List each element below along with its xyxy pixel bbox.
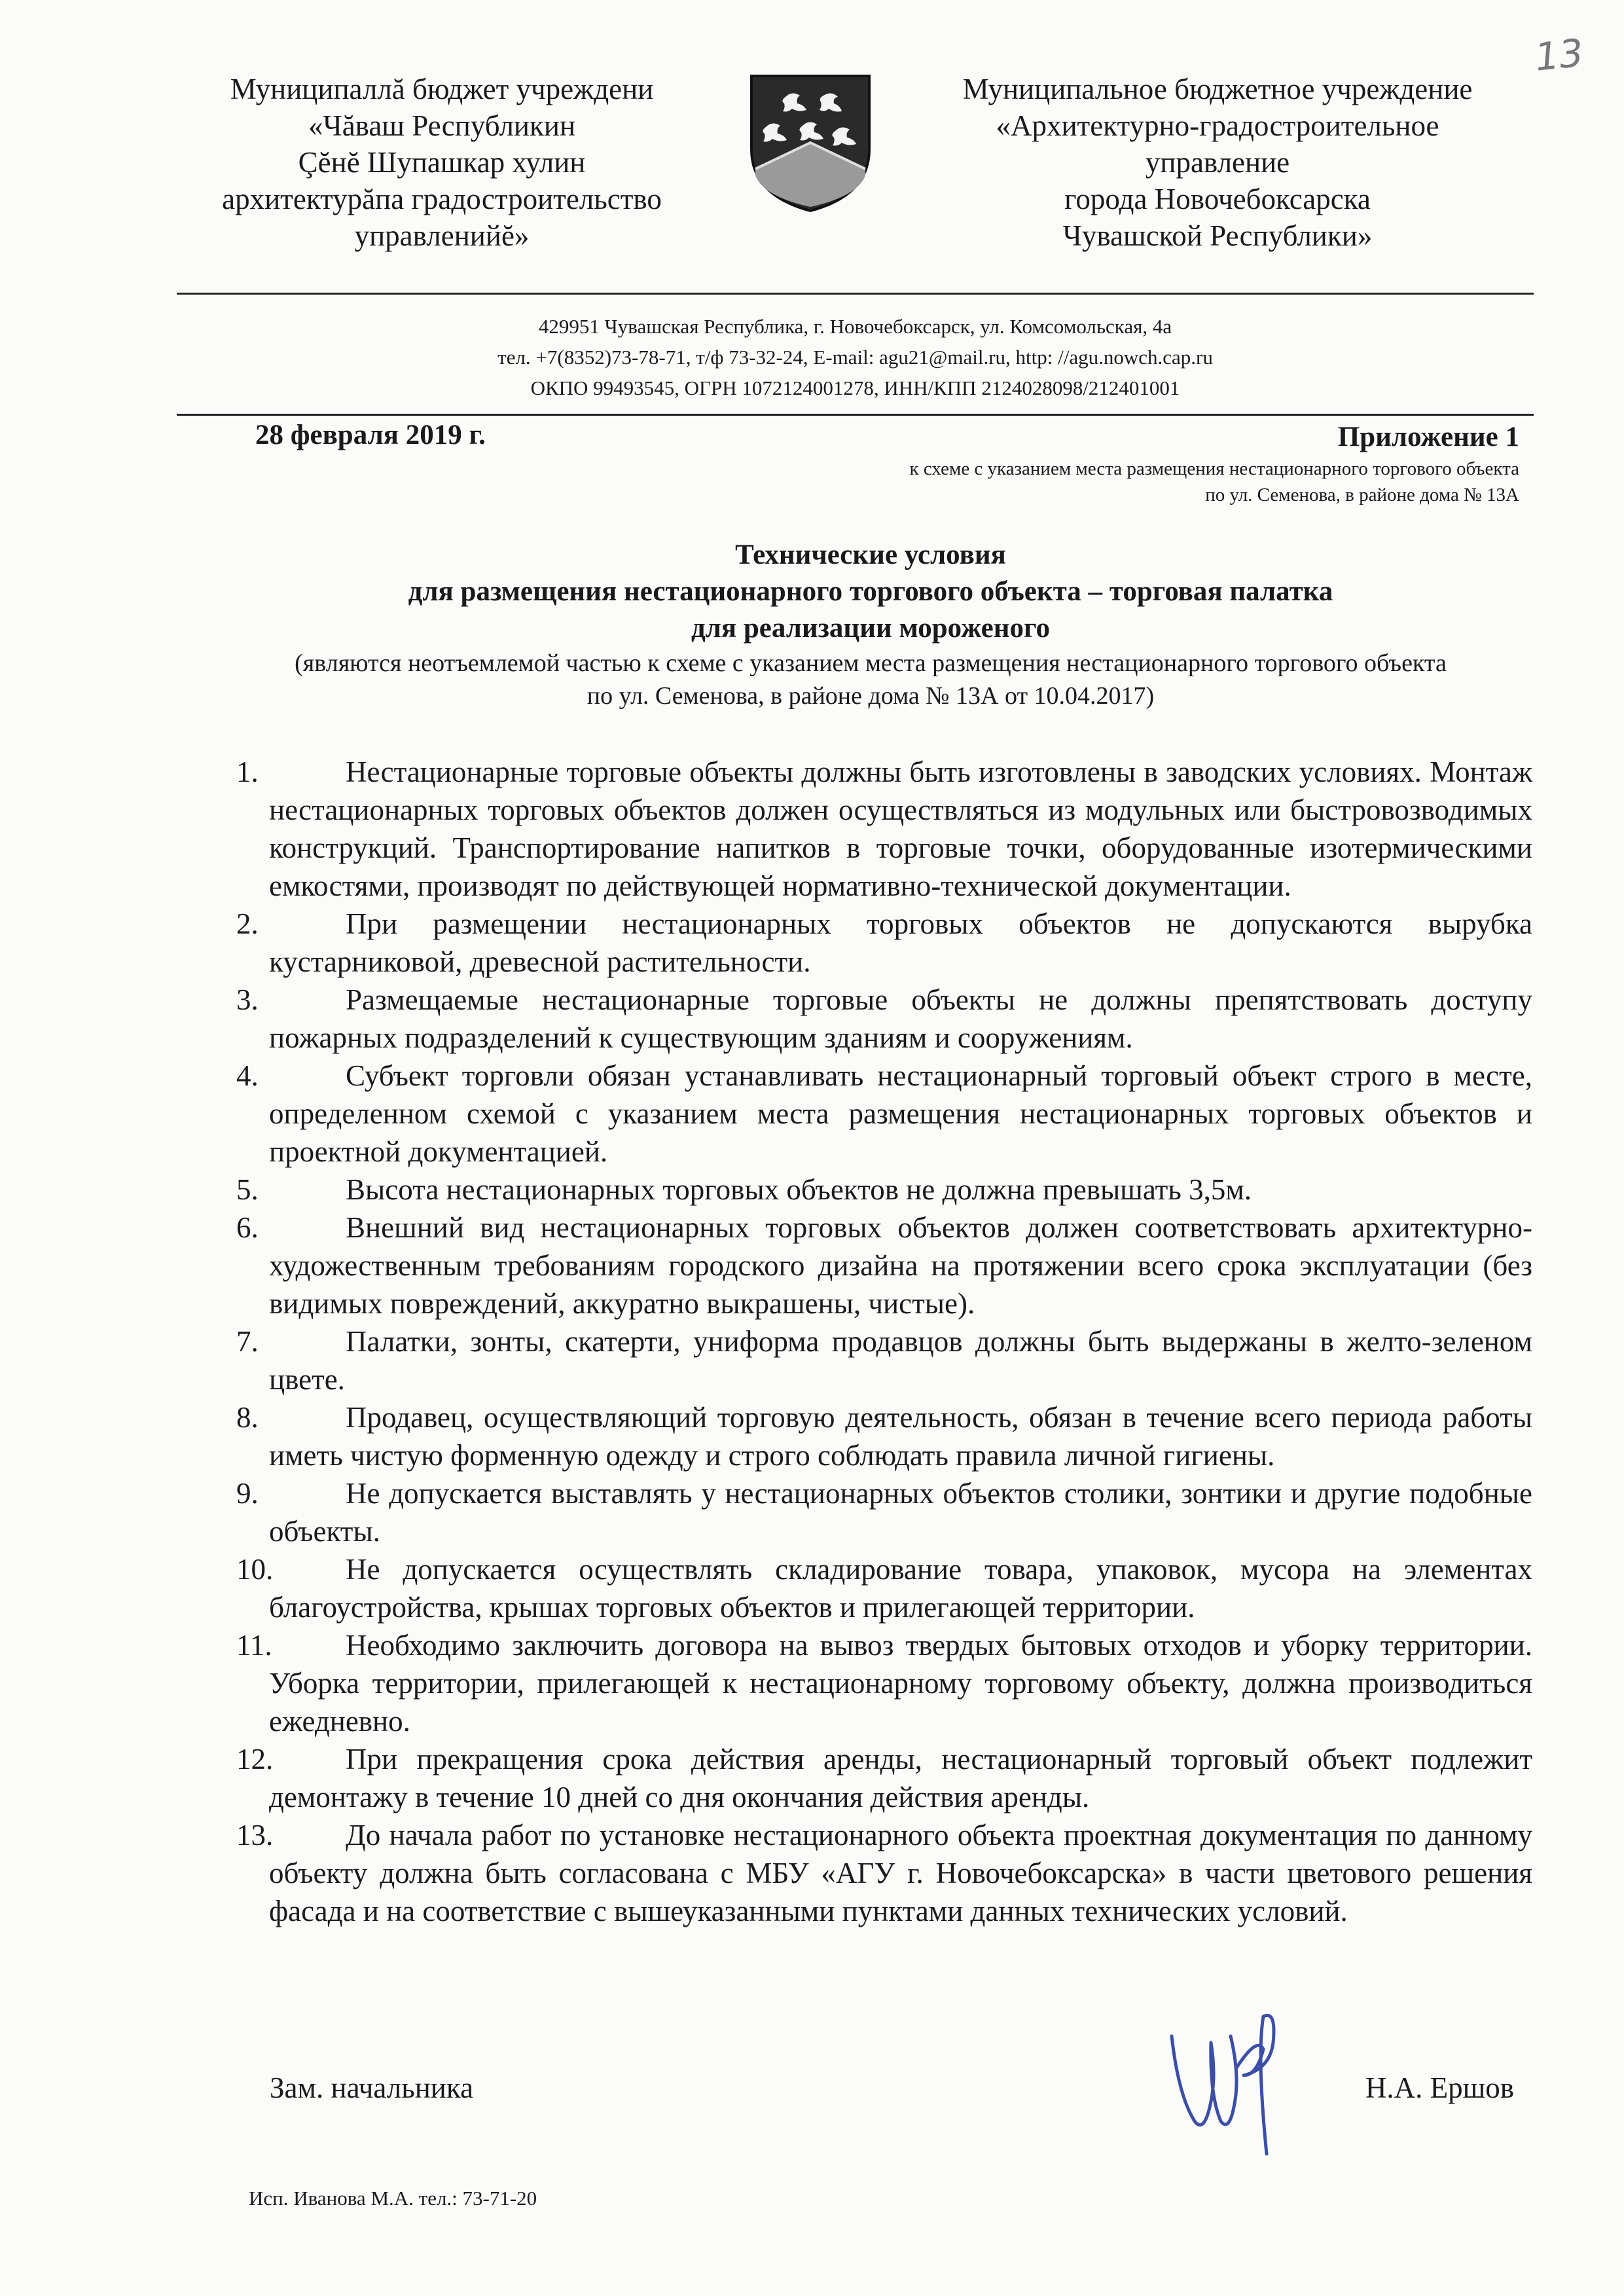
condition-text: При прекращения срока действия аренды, нестационарный торговый объект подлежит демонтажу в течение 10 дней со дня окончания действия аренды. [269, 1743, 1532, 1813]
condition-text: Размещаемые нестационарные торговые объекты не должны препятствовать доступу пожарных подразделений к существующим зданиям и сооружениям. [269, 983, 1532, 1054]
document-date: 28 февраля 2019 г. [255, 420, 486, 450]
letterhead-line: «Чăваш Республикин [308, 109, 576, 142]
condition-text: Палатки, зонты, скатерти, униформа продавцов должны быть выдержаны в желто-зеленом цвете. [269, 1325, 1532, 1396]
condition-item [236, 1550, 1532, 1626]
letterhead-line: Чувашской Республики» [1062, 219, 1373, 252]
condition-number: 13. [236, 1819, 274, 1851]
condition-item [236, 1816, 1532, 1930]
document-title: для реализации мороженого [691, 613, 1051, 644]
condition-item [236, 753, 1532, 905]
condition-number: 11. [236, 1629, 272, 1662]
condition-text: Не допускается осуществлять складирование товара, упаковок, мусора на элементах благоустройства, крышах торговых объектов и прилегающей территории. [269, 1553, 1532, 1624]
condition-text: При размещении нестационарных торговых объектов не допускаются вырубка кустарниковой, древесной растительности. [269, 907, 1532, 978]
condition-number: 4. [236, 1059, 259, 1092]
document-title-block [209, 537, 1532, 712]
letterhead-line: архитектурăпа градостроительство [222, 183, 662, 215]
condition-number: 12. [236, 1743, 274, 1776]
document-title: для размещения нестационарного торгового объекта – торговая палатка [408, 576, 1333, 607]
handwritten-signature-icon [1159, 1997, 1303, 2160]
letterhead-line: «Архитектурно-градостроительное [996, 109, 1439, 142]
signer-name: Н.А. Ершов [1365, 2071, 1514, 2104]
condition-text: Не допускается выставлять у нестационарных объектов столики, зонтики и другие подобные объекты. [269, 1477, 1532, 1548]
signer-title: Зам. начальника [270, 2071, 474, 2104]
letterhead-line: управление [1145, 146, 1290, 179]
condition-number: 8. [236, 1401, 259, 1434]
address-block [177, 311, 1534, 403]
appendix-subtitle: к схеме с указанием места размещения нестационарного торгового объекта [909, 458, 1519, 479]
letterhead [0, 0, 1624, 295]
condition-item [236, 1322, 1532, 1398]
letterhead-line: управленийĕ» [354, 219, 530, 252]
address-line: 429951 Чувашская Республика, г. Новочебоксарск, ул. Комсомольская, 4а [538, 315, 1172, 338]
condition-item [236, 905, 1532, 981]
condition-item [236, 1171, 1532, 1209]
condition-text: Нестационарные торговые объекты должны быть изготовлены в заводских условиях. Монтаж нестационарных торговых объектов должен осуществляться из модульных или быстровозводимых конструкций. Транспортирование напитков в торговые точки, оборудованные изотермическими емкостями, производят по действующей нормативно-технической документации. [269, 756, 1532, 902]
condition-text: Внешний вид нестационарных торговых объектов должен соответствовать архитектурно-художественным требованиям городского дизайна на протяжении всего срока эксплуатации (без видимых повреждений, аккуратно выкрашены, чистые). [269, 1211, 1532, 1320]
condition-item [236, 1626, 1532, 1740]
appendix-subtitle: по ул. Семенова, в районе дома № 13А [1205, 484, 1519, 505]
condition-item [236, 1474, 1532, 1550]
condition-number: 1. [236, 756, 259, 788]
condition-number: 2. [236, 907, 259, 940]
document-note: по ул. Семенова, в районе дома № 13А от 10.04.2017) [586, 682, 1155, 710]
condition-number: 3. [236, 983, 259, 1016]
header-divider [177, 293, 1534, 295]
condition-number: 9. [236, 1477, 259, 1510]
letterhead-chuvash [151, 71, 733, 254]
condition-item [236, 1057, 1532, 1171]
condition-text: Продавец, осуществляющий торговую деятельность, обязан в течение всего периода работы иметь чистую форменную одежду и строго соблюдать правила личной гигиены. [269, 1401, 1532, 1472]
appendix-title: Приложение 1 [1337, 422, 1519, 452]
condition-number: 5. [236, 1173, 259, 1206]
appendix-block [909, 419, 1519, 508]
registration-line: ОКПО 99493545, ОГРН 1072124001278, ИНН/КПП 2124028098/212401001 [530, 376, 1180, 399]
letterhead-line: Муниципальное бюджетное учреждение [962, 73, 1473, 105]
condition-item [236, 981, 1532, 1057]
contact-line: тел. +7(8352)73-78-71, т/ф 73-32-24, E-mail: agu21@mail.ru, http: //agu.nowch.cap.ru [497, 346, 1213, 369]
condition-number: 6. [236, 1211, 259, 1244]
condition-item [236, 1398, 1532, 1474]
condition-text: Необходимо заключить договора на вывоз твердых бытовых отходов и уборку территории. Уборка территории, прилегающей к нестационарному торговому объекту, должна производиться ежедневно. [269, 1629, 1532, 1738]
document-note: (являются неотъемлемой частью к схеме с указанием места размещения нестационарного торгового объекта [295, 649, 1447, 677]
document-title: Технические условия [735, 539, 1006, 570]
condition-text: Высота нестационарных торговых объектов не должна превышать 3,5м. [346, 1173, 1252, 1206]
letterhead-line: Çĕнĕ Шупашкар хулин [298, 146, 586, 179]
condition-number: 7. [236, 1325, 259, 1358]
executor-info: Исп. Иванова М.А. тел.: 73-71-20 [249, 2187, 537, 2210]
condition-text: До начала работ по установке нестационарного объекта проектная документация по данному объекту должна быть согласована с МБУ «АГУ г. Новочебоксарска» в части цветового решения фасада и на соответствие с вышеуказанными пунктами данных технических условий. [269, 1819, 1532, 1927]
address-divider [177, 414, 1534, 416]
condition-item [236, 1740, 1532, 1816]
letterhead-line: города Новочебоксарска [1064, 183, 1371, 215]
condition-item [236, 1209, 1532, 1322]
condition-number: 10. [236, 1553, 274, 1586]
condition-text: Субъект торговли обязан устанавливать нестационарный торговый объект строго в месте, определенном схемой с указанием места размещения нестационарных торговых объектов и проектной документацией. [269, 1059, 1532, 1168]
page-number: 13 [1532, 30, 1586, 80]
letterhead-line: Муниципаллă бюджет учреждени [230, 73, 654, 105]
letterhead-russian [903, 71, 1532, 254]
conditions-list [236, 753, 1532, 1930]
city-coat-of-arms-icon [746, 71, 875, 215]
